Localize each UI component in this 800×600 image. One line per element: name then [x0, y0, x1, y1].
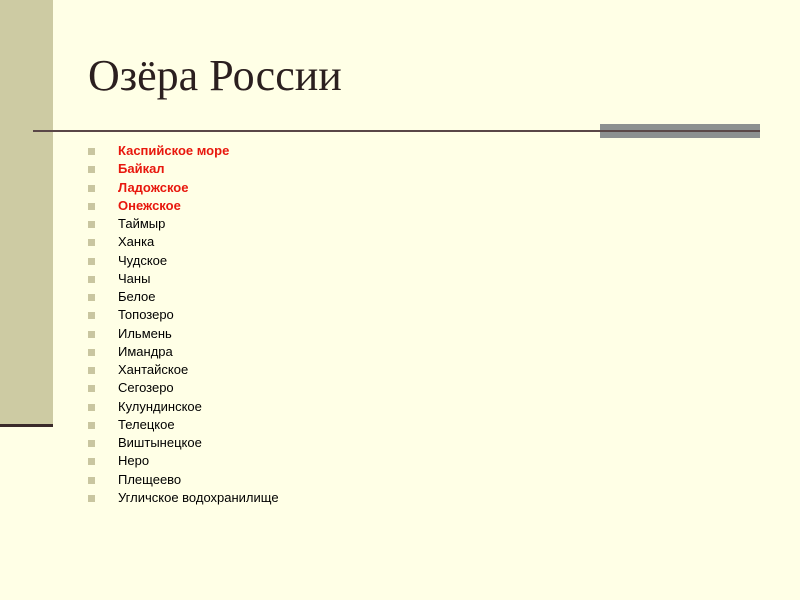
- list-item: [88, 306, 279, 324]
- lake-name: Ладожское: [118, 179, 189, 195]
- square-bullet-icon: [88, 367, 95, 374]
- list-item: [88, 252, 279, 270]
- list-item: [88, 343, 279, 361]
- list-item: [88, 325, 279, 343]
- lake-name: Онежское: [118, 197, 181, 213]
- lake-name: Чудское: [118, 252, 168, 268]
- lake-name: Имандра: [118, 343, 173, 359]
- lake-name: Виштынецкое: [118, 435, 202, 450]
- lake-list: [88, 142, 279, 507]
- square-bullet-icon: [88, 203, 95, 210]
- square-bullet-icon: [88, 312, 95, 319]
- square-bullet-icon: [88, 276, 95, 283]
- title-divider-line: [33, 130, 600, 132]
- square-bullet-icon: [88, 385, 95, 392]
- list-item: [88, 160, 279, 178]
- square-bullet-icon: [88, 331, 95, 338]
- list-item: [88, 233, 279, 251]
- square-bullet-icon: [88, 477, 95, 484]
- list-item: [88, 179, 279, 197]
- lake-name: Байкал: [118, 161, 165, 177]
- list-item: [88, 197, 279, 215]
- list-item: [88, 142, 279, 160]
- square-bullet-icon: [88, 148, 95, 155]
- square-bullet-icon: [88, 495, 95, 502]
- list-item: [88, 434, 279, 452]
- list-item: [88, 452, 279, 470]
- lake-name: Ильмень: [118, 325, 172, 341]
- square-bullet-icon: [88, 440, 95, 447]
- lake-name: Угличское водохранилище: [118, 489, 279, 505]
- lake-name: Ханка: [118, 234, 155, 250]
- lake-name: Плещеево: [118, 471, 182, 487]
- list-item: [88, 215, 279, 233]
- lake-name: Сегозеро: [118, 380, 174, 396]
- square-bullet-icon: [88, 349, 95, 356]
- list-item: [88, 270, 279, 288]
- lake-name: Топозеро: [118, 307, 174, 323]
- lake-name: Телецкое: [118, 416, 175, 432]
- square-bullet-icon: [88, 258, 95, 265]
- square-bullet-icon: [88, 166, 95, 173]
- list-item: [88, 416, 279, 434]
- lake-name: Хантайское: [118, 362, 189, 377]
- side-accent-bar-edge: [0, 424, 53, 427]
- square-bullet-icon: [88, 185, 95, 192]
- list-item: [88, 398, 279, 416]
- list-item: [88, 379, 279, 397]
- slide-title: Озёра России: [88, 51, 342, 100]
- lake-name: Таймыр: [118, 216, 166, 231]
- square-bullet-icon: [88, 239, 95, 246]
- lake-name: Каспийское море: [118, 143, 230, 158]
- lake-name: Кулундинское: [118, 398, 202, 414]
- square-bullet-icon: [88, 294, 95, 301]
- square-bullet-icon: [88, 422, 95, 429]
- lake-name: Неро: [118, 453, 150, 469]
- title-divider-block-line: [600, 130, 760, 132]
- lake-name: Белое: [118, 289, 156, 304]
- side-accent-bar: [0, 0, 53, 426]
- list-item: [88, 361, 279, 379]
- list-item: [88, 288, 279, 306]
- square-bullet-icon: [88, 221, 95, 228]
- square-bullet-icon: [88, 458, 95, 465]
- square-bullet-icon: [88, 404, 95, 411]
- list-item: [88, 489, 279, 507]
- list-item: [88, 471, 279, 489]
- lake-name: Чаны: [118, 270, 151, 286]
